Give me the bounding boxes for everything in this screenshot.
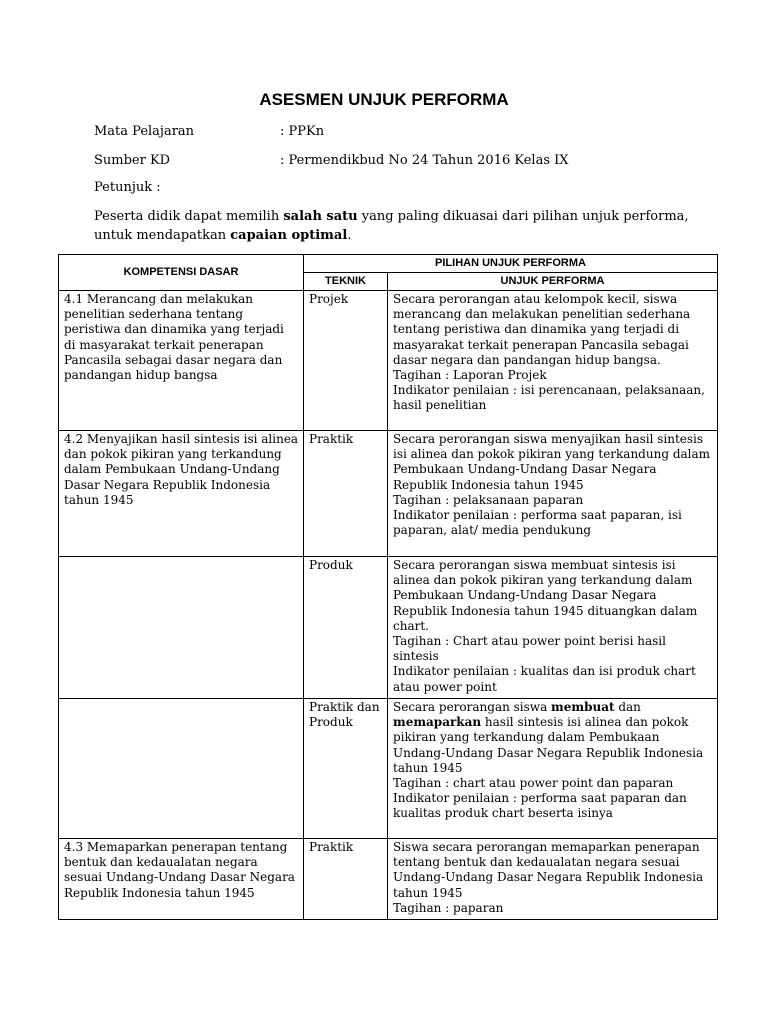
kd-cell: 4.2 Menyajikan hasil sintesis isi alinea dan pokok pikiran yang terkandung dalam Pembukaan Undang-Undang Dasar Negara Republik Indonesia tahun 1945 bbox=[59, 431, 304, 557]
unjuk-bold-text: memaparkan bbox=[393, 715, 482, 730]
unjuk-tagihan: Tagihan : Laporan Projek bbox=[393, 368, 547, 383]
unjuk-text: hasil sintesis isi alinea dan pokok pikiran yang terkandung dalam Pembukaan Undang-Undang Dasar Negara Republik Indonesia tahun 1945 bbox=[393, 715, 704, 775]
unjuk-text: dan bbox=[614, 700, 641, 714]
unjuk-cell bbox=[388, 291, 718, 431]
teknik-cell: Projek bbox=[304, 291, 388, 431]
intro-text: Peserta didik dapat memilih bbox=[94, 209, 284, 224]
kd-cell bbox=[59, 557, 304, 699]
unjuk-tagihan: Tagihan : Chart atau power point berisi hasil sintesis bbox=[393, 634, 666, 664]
unjuk-text: Secara perorangan siswa bbox=[393, 700, 552, 714]
table-row bbox=[59, 431, 718, 557]
unjuk-description: Secara perorangan siswa menyajikan hasil sintesis isi alinea dan pokok pikiran yang terkandung dalam Pembukaan Undang-Undang Dasar Negara Republik Indonesia tahun 1945 bbox=[393, 432, 711, 492]
unjuk-description: Secara perorangan atau kelompok kecil, siswa merancang dan melakukan penelitian sederhana tentang peristiwa dan dinamika yang terjadi di masyarakat terkait penerapan Pancasila sebagai dasar negara dan pandangan hidup bangsa. bbox=[393, 292, 691, 367]
header-kompetensi-dasar: KOMPETENSI DASAR bbox=[59, 255, 304, 291]
intro-text: . bbox=[347, 228, 352, 243]
table-row bbox=[59, 291, 718, 431]
table-row bbox=[59, 699, 718, 839]
intro-bold-text: capaian optimal bbox=[230, 228, 348, 243]
unjuk-indikator: Indikator penilaian : isi perencanaan, pelaksanaan, hasil penelitian bbox=[393, 383, 705, 413]
intro-bold-text: salah satu bbox=[283, 209, 358, 224]
unjuk-description: Secara perorangan siswa membuat sintesis isi alinea dan pokok pikiran yang terkandung dalam Pembukaan Undang-Undang Dasar Negara Republik Indonesia tahun 1945 dituangkan dalam chart. bbox=[393, 558, 698, 633]
kd-cell bbox=[59, 699, 304, 839]
table-row bbox=[59, 839, 718, 920]
meta-label: Petunjuk : bbox=[94, 180, 161, 195]
unjuk-description bbox=[393, 700, 713, 776]
kd-cell: 4.3 Memaparkan penerapan tentang bentuk dan kedaualatan negara sesuai Undang-Undang Dasar Negara Republik Indonesia tahun 1945 bbox=[59, 839, 304, 920]
unjuk-tagihan: Tagihan : chart atau power point dan paparan bbox=[393, 776, 674, 791]
unjuk-indikator: Indikator penilaian : kualitas dan isi produk chart atau power point bbox=[393, 664, 696, 694]
teknik-cell: Praktik bbox=[304, 839, 388, 920]
unjuk-description: Siswa secara perorangan memaparkan penerapan tentang bentuk dan kedaualatan negara sesuai Undang-Undang Dasar Negara Republik Indonesia tahun 1945 bbox=[393, 840, 704, 900]
unjuk-cell bbox=[388, 839, 718, 920]
meta-label: Sumber KD bbox=[94, 153, 171, 168]
unjuk-cell bbox=[388, 431, 718, 557]
kd-cell: 4.1 Merancang dan melakukan penelitian sederhana tentang peristiwa dan dinamika yang terjadi di masyarakat terkait penerapan Pancasila sebagai dasar negara dan pandangan hidup bangsa bbox=[59, 291, 304, 431]
header-teknik: TEKNIK bbox=[304, 273, 388, 291]
unjuk-indikator: Indikator penilaian : performa saat paparan dan kualitas produk chart beserta isinya bbox=[393, 791, 687, 821]
unjuk-cell bbox=[388, 699, 718, 839]
unjuk-bold-text: membuat bbox=[551, 700, 615, 714]
teknik-cell: Praktik dan Produk bbox=[304, 699, 388, 839]
unjuk-cell bbox=[388, 557, 718, 699]
meta-value: : PPKn bbox=[280, 124, 325, 139]
meta-value: : Permendikbud No 24 Tahun 2016 Kelas IX bbox=[280, 153, 569, 168]
document-title: ASESMEN UNJUK PERFORMA bbox=[259, 90, 509, 109]
header-unjuk-performa: UNJUK PERFORMA bbox=[388, 273, 718, 291]
unjuk-tagihan: Tagihan : paparan bbox=[393, 900, 504, 915]
unjuk-tagihan: Tagihan : pelaksanaan paparan bbox=[393, 492, 584, 507]
table-header-row bbox=[59, 255, 718, 273]
assessment-table bbox=[58, 254, 718, 920]
instruction-paragraph bbox=[94, 207, 694, 245]
header-pilihan-unjuk-performa: PILIHAN UNJUK PERFORMA bbox=[304, 255, 718, 273]
table-row bbox=[59, 557, 718, 699]
unjuk-indikator: Indikator penilaian : performa saat paparan, isi paparan, alat/ media pendukung bbox=[393, 508, 682, 538]
intro-text: yang paling dikuasai dari pilihan unjuk performa, untuk mendapatkan bbox=[94, 209, 689, 243]
meta-label: Mata Pelajaran bbox=[94, 124, 195, 139]
teknik-cell: Praktik bbox=[304, 431, 388, 557]
teknik-cell: Produk bbox=[304, 557, 388, 699]
